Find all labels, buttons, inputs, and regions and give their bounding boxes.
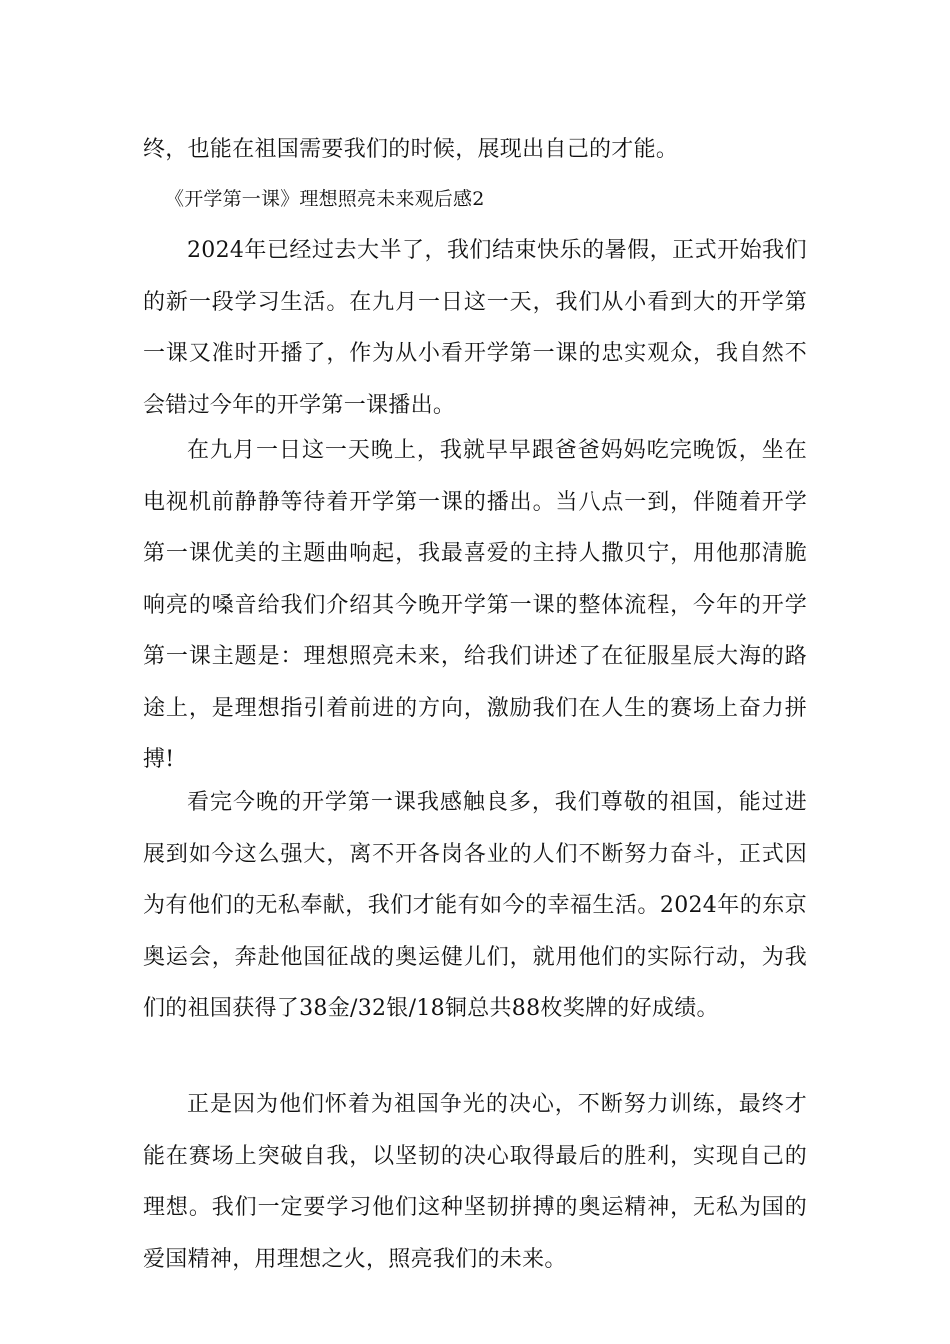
paragraph-4: 正是因为他们怀着为祖国争光的决心，不断努力训练，最终才能在赛场上突破自我，以坚韧的决心取得最后的胜利，实现自己的理想。我们一定要学习他们这种坚韧拼搏的奥运精神，无私为国的爱国精神，用理想之火，照亮我们的未来。: [143, 1092, 807, 1272]
continuation-text: 终，也能在祖国需要我们的时候，展现出自己的才能。: [143, 137, 679, 162]
paragraph-1: 2024年已经过去大半了，我们结束快乐的暑假，正式开始我们的新一段学习生活。在九月一日这一天，我们从小看到大的开学第一课又准时开播了，作为从小看开学第一课的忠实观众，我自然不会错过今年的开学第一课播出。: [143, 238, 807, 418]
paragraph-2: 在九月一日这一天晚上，我就早早跟爸爸妈妈吃完晚饭，坐在电视机前静静等待着开学第一课的播出。当八点一到，伴随着开学第一课优美的主题曲响起，我最喜爱的主持人撒贝宁，用他那清脆响亮的嗓音给我们介绍其今晚开学第一课的整体流程，今年的开学第一课主题是：理想照亮未来，给我们讲述了在征服星辰大海的路途上，是理想指引着前进的方向，激励我们在人生的赛场上奋力拼搏!: [143, 438, 807, 772]
paragraph-3: 看完今晚的开学第一课我感触良多，我们尊敬的祖国，能过进展到如今这么强大，离不开各岗各业的人们不断努力奋斗，正式因为有他们的无私奉献，我们才能有如今的幸福生活。2024年的东京奥运会，奔赴他国征战的奥运健儿们，就用他们的实际行动，为我们的祖国获得了38金/32银/18铜总共88枚奖牌的好成绩。: [143, 790, 807, 1021]
section-heading: 《开学第一课》理想照亮未来观后感2: [165, 188, 485, 210]
